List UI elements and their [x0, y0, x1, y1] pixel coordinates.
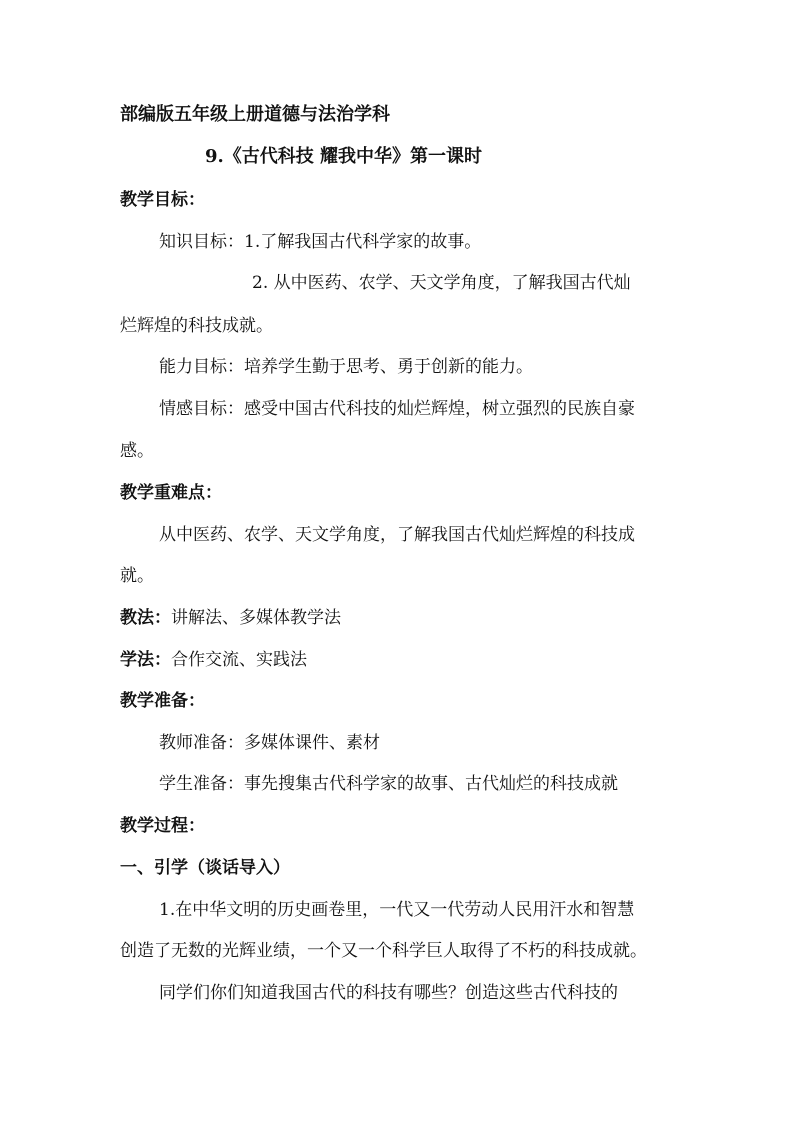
goal-emotion-line-2: 感。 [120, 441, 154, 461]
process-heading: 教学过程： [120, 816, 205, 836]
goals-heading: 教学目标： [120, 190, 205, 210]
teaching-method-label: 教法： [120, 608, 171, 628]
preparation-heading: 教学准备： [120, 691, 205, 711]
learning-method-text: 合作交流、实践法 [171, 650, 307, 670]
paragraph-1-line-2: 创造了无数的光辉业绩，一个又一个科学巨人取得了不朽的科技成就。 [120, 941, 647, 961]
student-preparation: 学生准备：事先搜集古代科学家的故事、古代灿烂的科技成就 [159, 774, 618, 794]
goal-knowledge-2-line-2: 烂辉煌的科技成就。 [120, 316, 273, 336]
goal-emotion-line-1: 情感目标：感受中国古代科技的灿烂辉煌，树立强烈的民族自豪 [159, 399, 635, 419]
teacher-preparation: 教师准备：多媒体课件、素材 [159, 733, 380, 753]
goal-ability: 能力目标：培养学生勤于思考、勇于创新的能力。 [159, 357, 533, 377]
paragraph-2: 同学们你们知道我国古代的科技有哪些？创造这些古代科技的 [159, 983, 618, 1003]
learning-method-label: 学法： [120, 650, 171, 670]
key-points-line-2: 就。 [120, 566, 154, 586]
goal-knowledge-2-line-1: 2. 从中医药、农学、天文学角度，了解我国古代灿 [252, 273, 631, 293]
key-points-heading: 教学重难点： [120, 483, 222, 503]
key-points-line-1: 从中医药、农学、天文学角度，了解我国古代灿烂辉煌的科技成 [159, 525, 635, 545]
section-1-heading: 一、引学（谈话导入） [120, 858, 290, 878]
paragraph-1-line-1: 1.在中华文明的历史画卷里，一代又一代劳动人民用汗水和智慧 [159, 900, 635, 920]
learning-method-row [120, 649, 307, 671]
goal-knowledge-1: 知识目标：1.了解我国古代科学家的故事。 [159, 232, 482, 252]
lesson-subtitle: 9.《古代科技 耀我中华》第一课时 [205, 146, 483, 167]
teaching-method-row [120, 607, 341, 629]
teaching-method-text: 讲解法、多媒体教学法 [171, 608, 341, 628]
document-title: 部编版五年级上册道德与法治学科 [120, 104, 390, 125]
